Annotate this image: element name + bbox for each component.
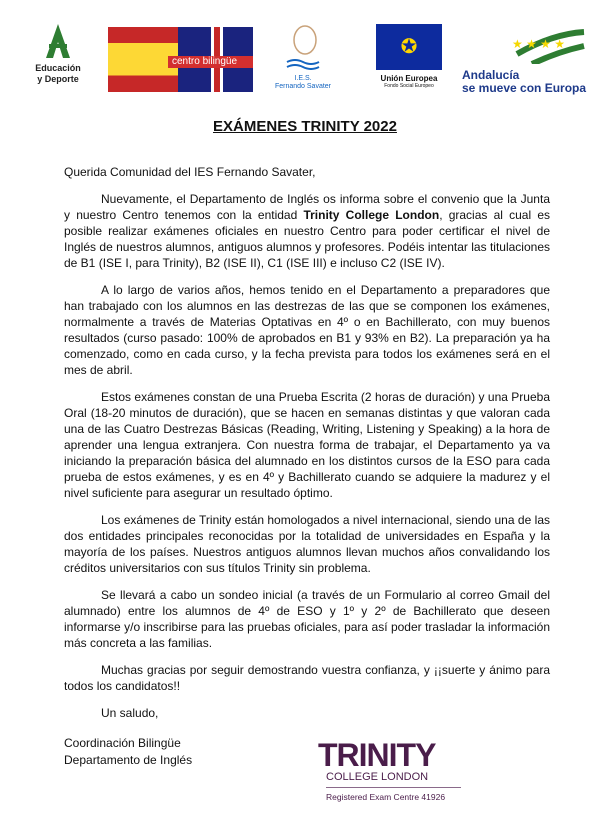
greeting: Querida Comunidad del IES Fernando Savater, (64, 165, 316, 179)
junta-a-icon (43, 24, 73, 58)
page-title: EXÁMENES TRINITY 2022 (213, 118, 397, 135)
logo-bar (0, 18, 610, 95)
paragraph-4: Los exámenes de Trinity están homologados a nivel internacional, siendo una de las dos entidades principales reconocidas por la totalidad de universidades en España y la mayoría de los países. Nuestros antiguos alumnos llevan muchos años convalidando los créditos universitarios con sus títulos Trinity sin problema. (64, 513, 550, 575)
p1-text-c: , gracias al cual es posible realizar exámenes oficiales en nuestro Centro para poder certificar el nivel de Inglés de nuestros alumnos, antiguos alumnos y profesores. Podéis intentar las titulaciones de B1 (ISE I, para Trinity), B2 (ISE II), C1 (ISE III) e incluso C2 (ISE IV). (64, 208, 550, 270)
trinity-reg: Registered Exam Centre 41926 (326, 792, 446, 802)
letter-body (64, 164, 550, 773)
paragraph-5: Se llevará a cabo un sondeo inicial (a través de un Formulario al correo Gmail del alumnado) entre los alumnos de 4º de ESO y 1º y 2º de Bachillerato que deseen informarse y/o inscribirse para las pruebas oficiales, para así poder trasladar la información más concreta a las familias. (64, 588, 550, 650)
ies-logo (268, 20, 338, 91)
paragraph-6: Muchas gracias por seguir demostrando vuestra confianza, y ¡¡suerte y ánimo para todos los candidatos!! (64, 663, 550, 693)
letter-closing-block (64, 705, 304, 769)
paragraph-2: A lo largo de varios años, hemos tenido en el Departamento a preparadores que han trabajado con los alumnos en las destrezas de las que se componen los exámenes, normalmente a través de Materias Optativas en 4º o en Bachillerato, con muy buenos resultados (curso pasado: 100% de aprobados en B1 y 93% en B2). La preparación ya ha comenzado, como en cada curso, y la fecha prevista para todos los exámenes será en el mes de abril. (64, 283, 550, 377)
eu-text-2: Fondo Social Europeo (384, 83, 434, 89)
junta-text-2: y Deporte (37, 74, 79, 84)
trinity-logo (318, 737, 468, 802)
signature-line-2: Departamento de Inglés (64, 753, 193, 767)
signature (64, 735, 304, 769)
paragraph-3: Estos exámenes constan de una Prueba Escrita (2 horas de duración) y una Prueba Oral (18-20 minutos de duración), que se hacen en semanas distintas y que valoran cada una de las Cuatro Destrezas Básicas (Reading, Writing, Listening y Speaking) a la hora de aprender una lengua extranjera. Con nuestra forma de trabajar, el Departamento ya va iniciando la preparación básica del alumnado en los distintos cursos de la ESO para cada prueba de estos exámenes, y es en 4º y Bachillerato cuando se adquiere la madurez y el nivel suficiente para asegurar un resultado óptimo. (64, 390, 550, 500)
closing: Un saludo, (101, 706, 159, 720)
ies-text-1: I.E.S. (294, 75, 312, 82)
eu-stars-icon: ✪ (376, 24, 442, 70)
andalucia-logo (462, 24, 587, 95)
bilingual-text: centro bilingüe (168, 56, 253, 68)
svg-text:★ ★ ★ ★: ★ ★ ★ ★ (512, 37, 566, 51)
trinity-name: TRINITY (318, 737, 436, 773)
eu-text-1: Unión Europea (380, 74, 438, 83)
p1-text-a: Nuevamente, el Departamento de Inglés os informa sobre el convenio que la Junta y nuestro Centro tenemos con la entidad (64, 192, 550, 222)
andalucia-stars-icon (462, 24, 587, 64)
junta-logo (28, 24, 88, 85)
andalucia-text-2: se mueve con Europa (462, 81, 587, 95)
p1-bold: Trinity College London (303, 208, 440, 222)
ies-portrait-icon (283, 20, 323, 70)
ies-text-2: Fernando Savater (274, 83, 332, 90)
trinity-sub: COLLEGE LONDON (326, 770, 461, 788)
andalucia-text-1: Andalucía (462, 68, 520, 82)
eu-logo (370, 24, 448, 89)
signature-line-1: Coordinación Bilingüe (64, 736, 181, 750)
paragraph-1 (64, 191, 550, 271)
junta-text-1: Educación (35, 63, 81, 73)
bilingual-logo (108, 27, 253, 92)
